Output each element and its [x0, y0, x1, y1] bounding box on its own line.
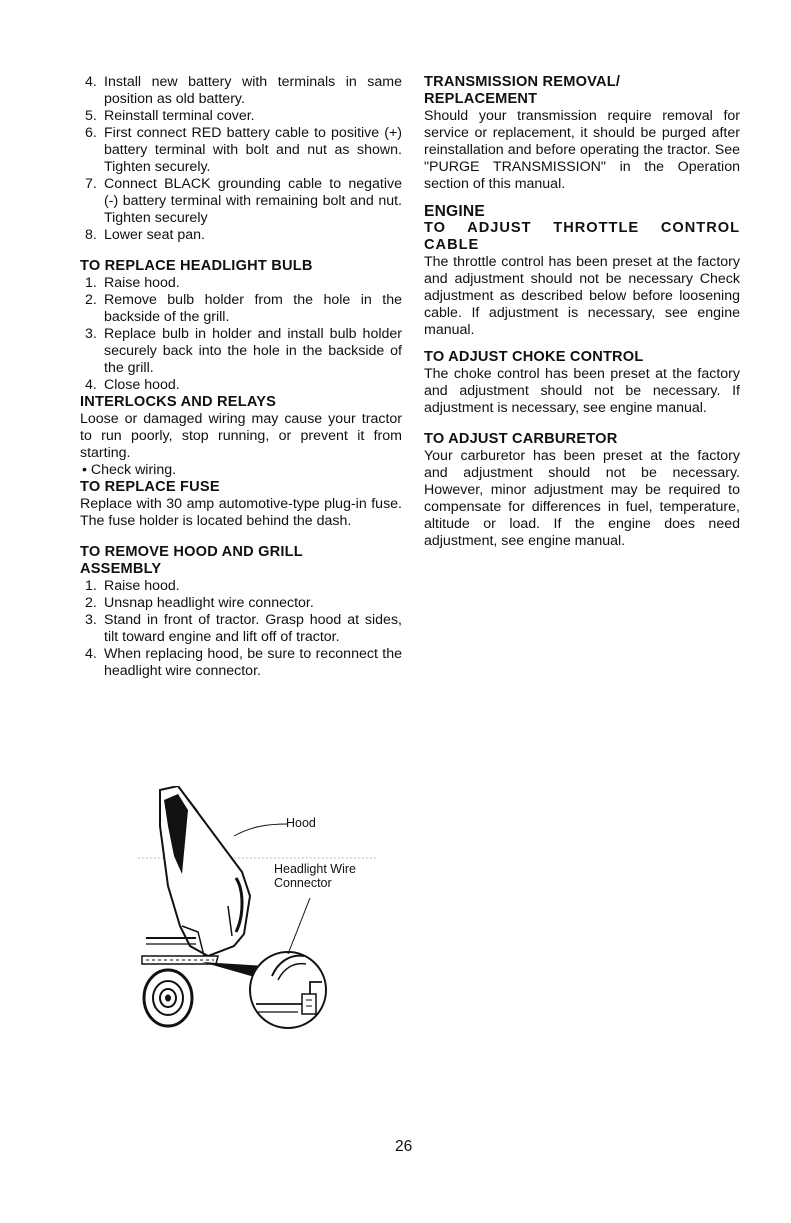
throttle-heading: TO ADJUST THROTTLE CONTROL CABLE — [424, 220, 740, 253]
headlight-steps-list — [80, 275, 402, 394]
carburetor-text: Your carburetor has been preset at the factory and adjustment should not be necessary. However, minor adjustment may be required to compensate for differences in fuel, temperature, altitude or load. If the engine does need adjustment, see engine manual. — [424, 448, 740, 549]
carburetor-heading: TO ADJUST CARBURETOR — [424, 431, 618, 447]
list-item: 6. First connect RED battery cable to positive (+) battery terminal with bolt and nut as shown. Tighten securely. — [85, 125, 402, 175]
transmission-text: Should your transmission require removal for service or replacement, it should be purged after reinstallation and before operating the tractor. See "PURGE TRANSMISSION" in the Operation section of this manual. — [424, 108, 740, 192]
choke-text: The choke control has been preset at the factory and adjustment should not be necessary. If adjustment is necessary, see engine manual. — [424, 366, 740, 416]
fuse-heading: TO REPLACE FUSE — [80, 479, 220, 495]
hood-connector-figure — [138, 786, 388, 1036]
transmission-heading: TRANSMISSION REMOVAL/ REPLACEMENT — [424, 74, 621, 107]
list-item: 5. Reinstall terminal cover. — [85, 108, 255, 124]
interlocks-bullet: • Check wiring. — [82, 462, 177, 478]
headlight-wire-label: Headlight Wire — [274, 862, 356, 876]
left-column — [80, 74, 402, 680]
hood-heading: TO REMOVE HOOD AND GRILL ASSEMBLY — [80, 544, 303, 577]
hood-label: Hood — [286, 816, 316, 830]
list-item: 1. Raise hood. — [85, 275, 180, 291]
list-item: 4. Install new battery with terminals in same position as old battery. — [85, 74, 402, 107]
list-item: 3. Replace bulb in holder and install bulb holder securely back into the hole in the backside of the grill. — [85, 326, 402, 376]
interlocks-heading: INTERLOCKS AND RELAYS — [80, 394, 277, 410]
list-item: 2. Unsnap headlight wire connector. — [85, 595, 314, 611]
tractor-hood-illustration — [138, 786, 388, 1036]
list-item: 8. Lower seat pan. — [85, 227, 205, 243]
battery-steps-list — [80, 74, 402, 244]
list-item: 4. When replacing hood, be sure to reconnect the headlight wire connector. — [85, 646, 402, 679]
list-item: 1. Raise hood. — [85, 578, 180, 594]
fuse-text: Replace with 30 amp automotive-type plug-in fuse. The fuse holder is located behind the dash. — [80, 496, 402, 529]
list-item: 3. Stand in front of tractor. Grasp hood at sides, tilt toward engine and lift off of tractor. — [85, 612, 402, 645]
page-number: 26 — [395, 1138, 413, 1155]
right-column — [424, 74, 740, 550]
list-item: 7. Connect BLACK grounding cable to negative (-) battery terminal with remaining bolt and nut. Tighten securely — [85, 176, 402, 226]
engine-heading: ENGINE — [424, 203, 485, 220]
list-item: 4. Close hood. — [85, 377, 180, 393]
choke-heading: TO ADJUST CHOKE CONTROL — [424, 349, 644, 365]
interlocks-text: Loose or damaged wiring may cause your tractor to run poorly, stop running, or prevent it from starting. — [80, 411, 402, 461]
headlight-heading: TO REPLACE HEADLIGHT BULB — [80, 258, 313, 274]
hood-steps-list — [80, 578, 402, 680]
throttle-text: The throttle control has been preset at the factory and adjustment should not be necessary Check adjustment as described below before loosening cable. If adjustment is necessary, see engine manual. — [424, 254, 740, 338]
list-item: 2. Remove bulb holder from the hole in the backside of the grill. — [85, 292, 402, 325]
connector-label: Connector — [274, 876, 332, 890]
